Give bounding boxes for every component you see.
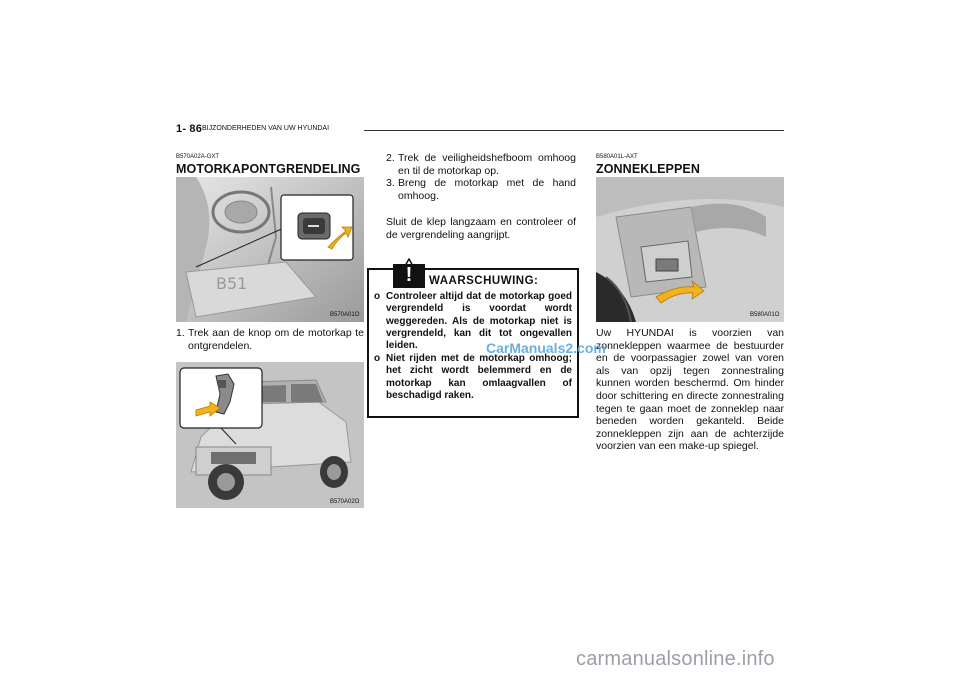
list-item: [386, 152, 576, 177]
figure-code: B570A02O: [330, 499, 360, 505]
car-illustration: [176, 362, 364, 508]
hood-steps-left: [176, 327, 364, 352]
list-item: [386, 177, 576, 202]
watermark: CarManuals2.com: [486, 340, 606, 356]
footer-site: carmanualsonline.info: [576, 648, 775, 670]
step-number: 1.: [176, 327, 185, 339]
figure-code: B580A01O: [750, 312, 780, 318]
sunvisor-illustration: [596, 177, 784, 322]
hood-release-figure: [176, 177, 364, 322]
step-text: Trek de veiligheidshefboom omhoog en til de motorkap op.: [398, 152, 576, 177]
step-number: 2.: [386, 152, 395, 164]
step-text: Trek aan de knop om de motorkap te ontgrendelen.: [188, 327, 364, 352]
bullet: o: [374, 291, 381, 302]
sunvisor-figure: [596, 177, 784, 322]
hood-steps-middle: [386, 152, 576, 202]
figure-code: B570A01O: [330, 312, 360, 318]
warning-item-text: Controleer altijd dat de motorkap goed vergrendeld is voordat wordt weggereden. Als de motorkap niet is vergrendeld, kan dit tot ongevallen leiden.: [386, 291, 572, 352]
section-title: BIJZONDERHEDEN VAN UW HYUNDAI: [202, 125, 330, 132]
hood-section-code: B570A02A-GXT: [176, 154, 220, 160]
car-hood-figure: [176, 362, 364, 508]
warning-exclamation-icon: !: [405, 264, 413, 286]
hood-heading: MOTORKAPONTGRENDELING: [176, 162, 361, 176]
warning-item-text: Niet rijden met de motorkap omhoog; het zicht wordt belemmerd en de motorkap kan omlaagvallen of beschadigd raken.: [386, 353, 572, 401]
step-number: 3.: [386, 177, 395, 190]
warning-title: WAARSCHUWING:: [429, 275, 539, 287]
page-number: 1- 86: [176, 123, 203, 135]
warning-item: [374, 353, 572, 402]
header-rule: [364, 130, 784, 131]
sunvisor-paragraph: Uw HYUNDAI is voorzien van zonnekleppen waarmee de bestuurder en de voorpassagier zowel van voren als van opzij tegen zonnestraling kunnen worden beschermd. Om hinder door schittering en directe zonnestraling tegen te gaan moet de zonneklep naar beneden worden gekanteld. Beide zonnekleppen zijn aan de achterzijde voorzien van een make-up spiegel.: [596, 327, 784, 453]
bullet: o: [374, 353, 381, 364]
svg-text:B51: B51: [216, 274, 248, 293]
step-text: Breng de motorkap met de hand omhoog.: [398, 177, 576, 202]
hood-release-illustration: [176, 177, 364, 322]
sunvisor-section-code: B580A01L-AXT: [596, 154, 638, 160]
sunvisor-heading: ZONNEKLEPPEN: [596, 162, 700, 176]
close-hood-paragraph: Sluit de klep langzaam en controleer of de vergrendeling aangrijpt.: [386, 216, 576, 241]
list-item: [176, 327, 364, 352]
